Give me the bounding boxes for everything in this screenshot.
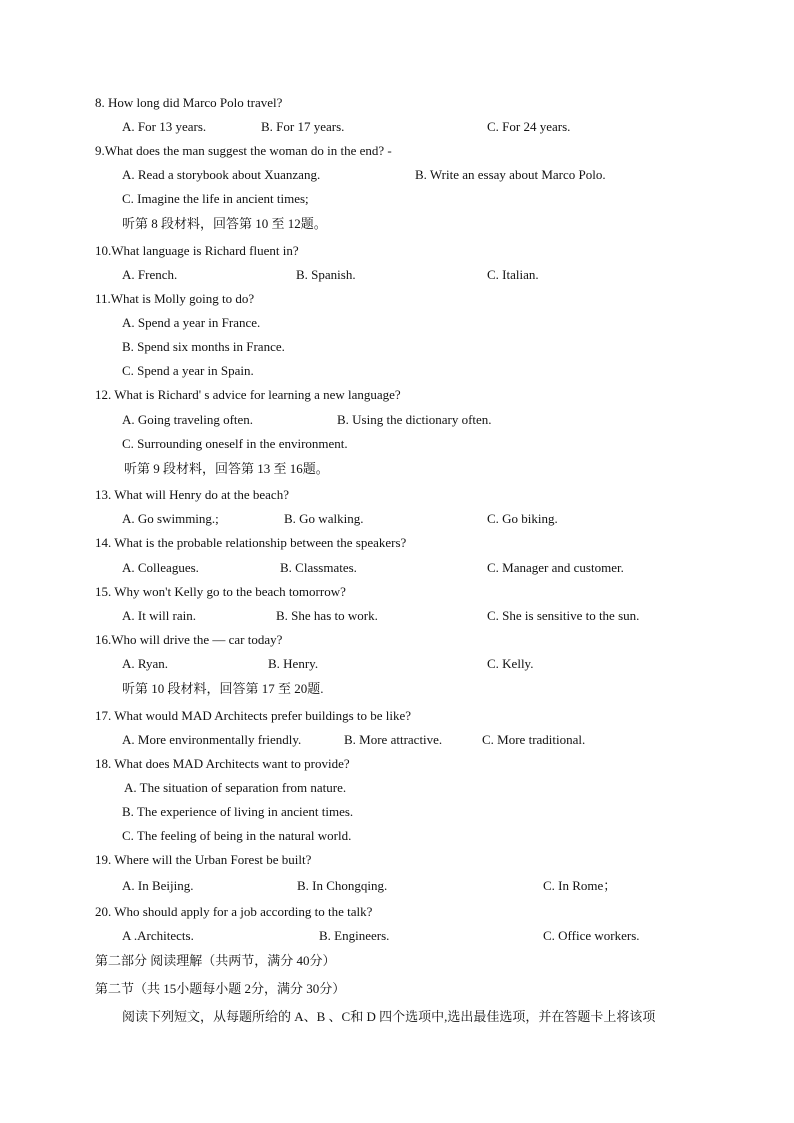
q20-option-a: A .Architects.	[122, 928, 194, 943]
question-19: 19. Where will the Urban Forest be built?	[95, 852, 312, 867]
q10-option-c: C. Italian.	[487, 267, 539, 282]
q14-option-a: A. Colleagues.	[122, 560, 199, 575]
question-18: 18. What does MAD Architects want to provide?	[95, 756, 350, 771]
q12-option-a: A. Going traveling often.	[122, 412, 254, 427]
q8-option-b: B. For 17 years.	[261, 119, 345, 134]
q19-option-b: B. In Chongqing.	[297, 878, 388, 893]
part2-title: 第二部分 阅读理解（共两节，满分 40分）	[95, 953, 336, 968]
question-17: 17. What would MAD Architects prefer buildings to be like?	[95, 708, 412, 723]
q9-option-a: A. Read a storybook about Xuanzang.	[122, 167, 321, 182]
q18-option-a: A. The situation of separation from nature.	[124, 780, 347, 795]
q20-option-c: C. Office workers.	[543, 928, 640, 943]
q16-option-b: B. Henry.	[268, 656, 319, 671]
q8-option-c: C. For 24 years.	[487, 119, 571, 134]
question-8: 8. How long did Marco Polo travel?	[95, 95, 283, 110]
section-header-9: 听第 9 段材料，回答第 13 至 16题。	[124, 461, 329, 476]
q18-option-b: B. The experience of living in ancient times.	[122, 804, 354, 819]
q11-option-c: C. Spend a year in Spain.	[122, 363, 254, 378]
q17-option-a: A. More environmentally friendly.	[122, 732, 302, 747]
question-12: 12. What is Richard' s advice for learning a new language?	[95, 387, 401, 402]
question-9: 9.What does the man suggest the woman do in the end? -	[95, 143, 392, 158]
q10-option-b: B. Spanish.	[296, 267, 356, 282]
section-header-10: 听第 10 段材料，回答第 17 至 20题.	[122, 681, 324, 696]
question-14: 14. What is the probable relationship between the speakers?	[95, 535, 407, 550]
q13-option-b: B. Go walking.	[284, 511, 364, 526]
q16-option-a: A. Ryan.	[122, 656, 169, 671]
q14-option-b: B. Classmates.	[280, 560, 357, 575]
q17-option-c: C. More traditional.	[482, 732, 586, 747]
q16-option-c: C. Kelly.	[487, 656, 534, 671]
q20-option-b: B. Engineers.	[319, 928, 390, 943]
q15-option-c: C. She is sensitive to the sun.	[487, 608, 640, 623]
question-10: 10.What language is Richard fluent in?	[95, 243, 299, 258]
q10-option-a: A. French.	[122, 267, 178, 282]
q13-option-a: A. Go swimming.;	[122, 511, 219, 526]
question-13: 13. What will Henry do at the beach?	[95, 487, 289, 502]
q8-option-a: A. For 13 years.	[122, 119, 207, 134]
q15-option-a: A. It will rain.	[122, 608, 197, 623]
part2-section-title: 第二节（共 15小题每小题 2分，满分 30分）	[95, 981, 346, 996]
q13-option-c: C. Go biking.	[487, 511, 558, 526]
q14-option-c: C. Manager and customer.	[487, 560, 624, 575]
q9-option-c: C. Imagine the life in ancient times;	[122, 191, 309, 206]
question-20: 20. Who should apply for a job according to the talk?	[95, 904, 373, 919]
question-16: 16.Who will drive the — car today?	[95, 632, 283, 647]
question-15: 15. Why won't Kelly go to the beach tomorrow?	[95, 584, 346, 599]
section-header-8: 听第 8 段材料，回答第 10 至 12题。	[122, 216, 327, 231]
q11-option-a: A. Spend a year in France.	[122, 315, 261, 330]
q18-option-c: C. The feeling of being in the natural world.	[122, 828, 352, 843]
q9-option-b: B. Write an essay about Marco Polo.	[415, 167, 606, 182]
q12-option-b: B. Using the dictionary often.	[337, 412, 492, 427]
part2-instruction: 阅读下列短文，从每题所给的 A、B 、C和 D 四个选项中,选出最佳选项，并在答题卡上将该项	[122, 1009, 656, 1024]
q12-option-c: C. Surrounding oneself in the environment.	[122, 436, 348, 451]
q19-option-a: A. In Beijing.	[122, 878, 194, 893]
q11-option-b: B. Spend six months in France.	[122, 339, 285, 354]
q15-option-b: B. She has to work.	[276, 608, 378, 623]
q19-option-c: C. In Rome；	[543, 878, 617, 893]
q17-option-b: B. More attractive.	[344, 732, 443, 747]
question-11: 11.What is Molly going to do?	[95, 291, 255, 306]
